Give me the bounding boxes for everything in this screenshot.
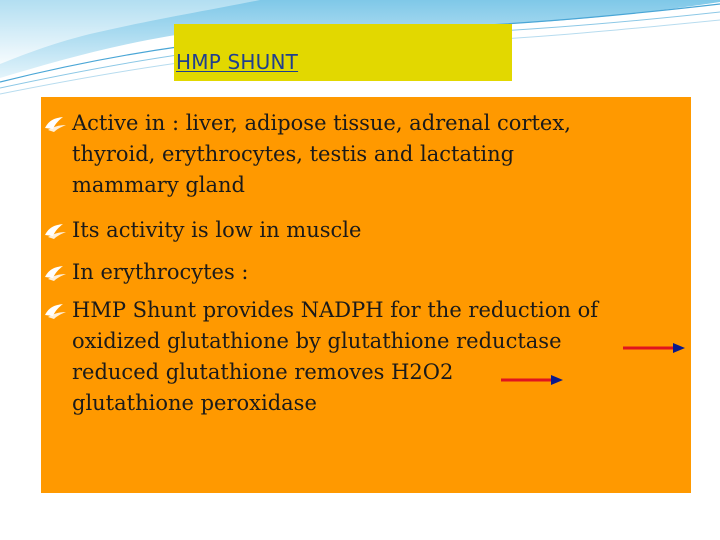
bullet-text-line: thyroid, erythrocytes, testis and lactating xyxy=(72,142,515,166)
bullet-icon xyxy=(43,221,69,241)
bullet-text-line: HMP Shunt provides NADPH for the reduction of xyxy=(72,298,599,322)
content-box xyxy=(41,97,691,493)
bullet-text-line: Its activity is low in muscle xyxy=(72,218,362,242)
arrow-right-icon xyxy=(623,343,685,353)
bullet-item-nadph xyxy=(72,295,684,419)
bullet-text-line: Active in : liver, adipose tissue, adrenal cortex, xyxy=(72,111,571,135)
slide-title-box xyxy=(174,24,512,81)
bullet-icon xyxy=(43,263,69,283)
bullet-icon xyxy=(43,114,69,134)
bullet-item-erythrocytes xyxy=(72,257,684,288)
slide-title: HMP SHUNT xyxy=(176,50,299,74)
bullet-text-line: glutathione peroxidase xyxy=(72,391,317,415)
bullet-text-line: In erythrocytes : xyxy=(72,260,249,284)
bullet-text-line: mammary gland xyxy=(72,173,246,197)
arrow-right-icon xyxy=(501,375,563,385)
bullet-icon xyxy=(43,301,69,321)
bullet-item-muscle xyxy=(72,215,684,246)
bullet-text-line: reduced glutathione removes H2O2 xyxy=(72,360,454,384)
bullet-item-tissues xyxy=(72,108,684,201)
bullet-text-line: oxidized glutathione by glutathione reductase xyxy=(72,329,562,353)
